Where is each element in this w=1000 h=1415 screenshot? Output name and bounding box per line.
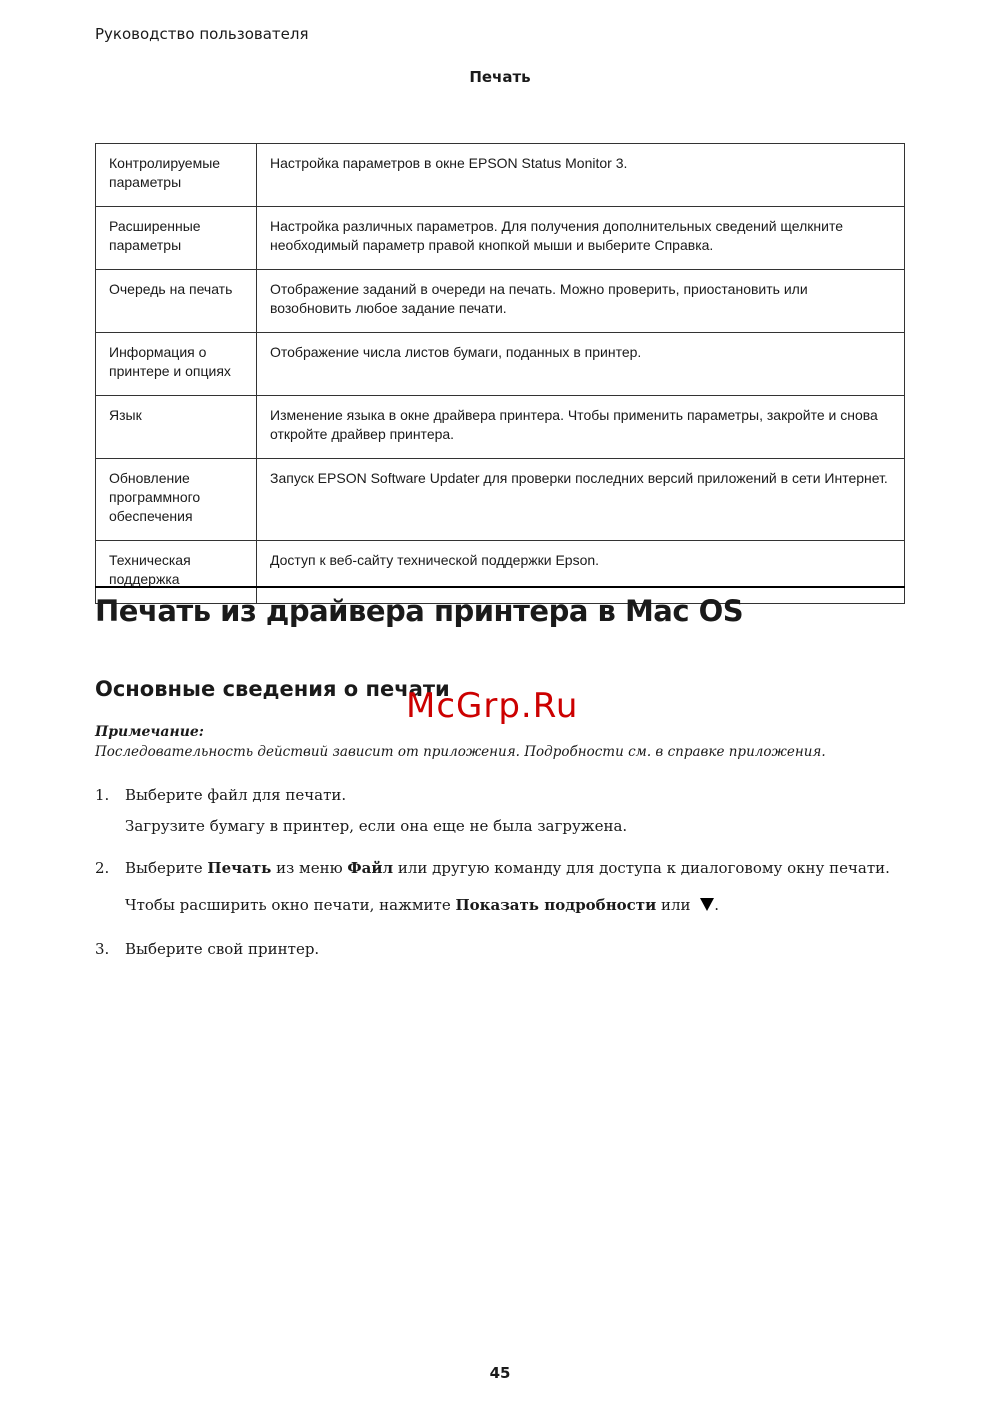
step-text (125, 859, 890, 877)
table-term-cell: Информация о принтере и опциях (96, 333, 257, 396)
step-text-part: Чтобы расширить окно печати, нажмите (125, 896, 456, 914)
table-row (96, 333, 905, 396)
step-number: 3. (95, 940, 110, 958)
table-row (96, 144, 905, 207)
table-row (96, 459, 905, 541)
step-text-part: или другую команду для доступа к диалоговому окну печати. (393, 859, 890, 877)
show-details-label: Показать подробности (455, 896, 657, 914)
table-term-cell: Язык (96, 396, 257, 459)
section-title: Печать (469, 68, 531, 86)
step-text-part: . (714, 896, 720, 914)
step-number: 1. (95, 786, 110, 804)
menu-items-table (95, 143, 905, 604)
step-text-part: или (656, 896, 696, 914)
table-description-cell: Доступ к веб-сайту технической поддержки Epson. (257, 541, 905, 604)
table-term-cell: Контролируемые параметры (96, 144, 257, 207)
menu-command-print: Печать (207, 859, 272, 877)
step-subtext: Загрузите бумагу в принтер, если она еще не была загружена. (125, 817, 628, 835)
step-text: Выберите файл для печати. (125, 786, 347, 804)
table-description-cell: Отображение числа листов бумаги, поданных в принтер. (257, 333, 905, 396)
section-subheading: Основные сведения о печати (95, 677, 450, 701)
menu-name-file: Файл (347, 859, 394, 877)
triangle-down-icon (700, 898, 714, 911)
step-text-part: из меню (271, 859, 348, 877)
table-term-cell: Очередь на печать (96, 270, 257, 333)
table-row (96, 270, 905, 333)
note-title: Примечание: (95, 724, 204, 740)
table-description-cell: Изменение языка в окне драйвера принтера. Чтобы применить параметры, закройте и снова откройте драйвер принтера. (257, 396, 905, 459)
step-subtext (125, 896, 719, 914)
step-number: 2. (95, 859, 110, 877)
table-term-cell: Обновление программного обеспечения (96, 459, 257, 541)
page-number: 45 (489, 1364, 511, 1382)
watermark: McGrp.Ru (406, 686, 579, 726)
table-description-cell: Отображение заданий в очереди на печать. Можно проверить, приостановить или возобновить любое задание печати. (257, 270, 905, 333)
chapter-heading: Печать из драйвера принтера в Mac OS (95, 586, 905, 628)
table-description-cell: Настройка параметров в окне EPSON Status Monitor 3. (257, 144, 905, 207)
table-description-cell: Запуск EPSON Software Updater для проверки последних версий приложений в сети Интернет. (257, 459, 905, 541)
step-text-part: Выберите (125, 859, 208, 877)
note-text: Последовательность действий зависит от приложения. Подробности см. в справке приложения. (95, 744, 826, 760)
table-row (96, 207, 905, 270)
table-term-cell: Расширенные параметры (96, 207, 257, 270)
table-term-cell: Техническая поддержка (96, 541, 257, 604)
running-header: Руководство пользователя (95, 25, 309, 43)
step-text: Выберите свой принтер. (125, 940, 320, 958)
table-description-cell: Настройка различных параметров. Для получения дополнительных сведений щелкните необходимый параметр правой кнопкой мыши и выберите Справка. (257, 207, 905, 270)
table-row (96, 396, 905, 459)
